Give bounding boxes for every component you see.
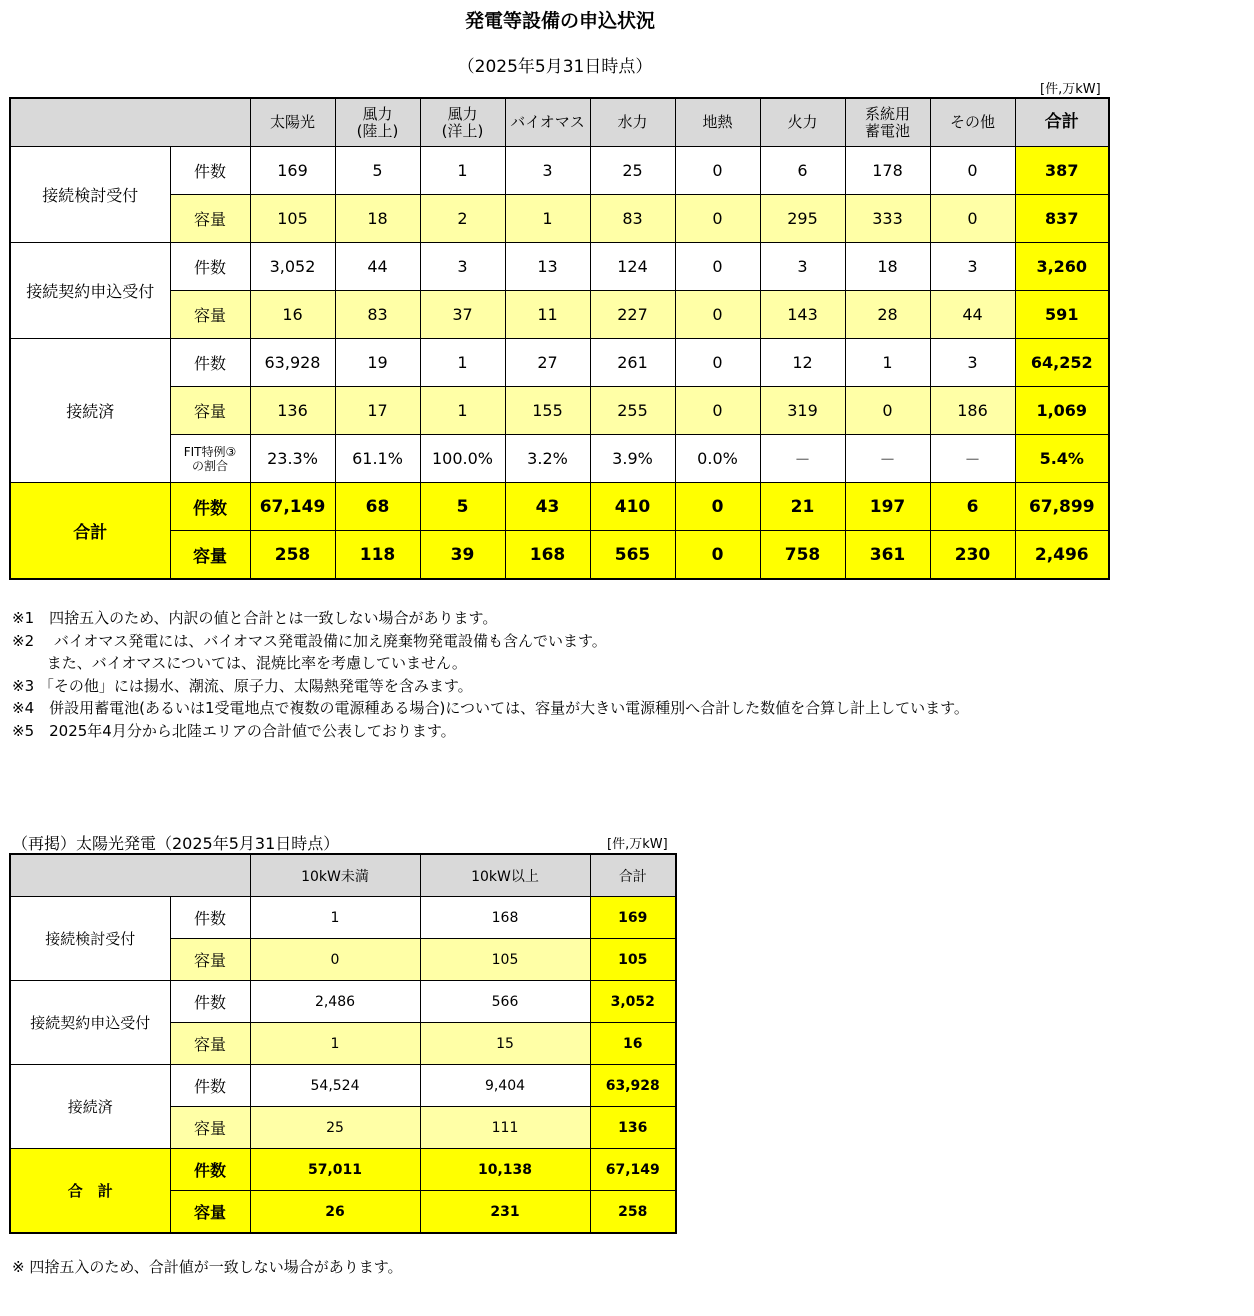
table-cell: 3 (930, 339, 1015, 387)
column-header: その他 (930, 98, 1015, 147)
table-cell: 83 (590, 195, 675, 243)
table-cell: 1 (250, 1023, 420, 1065)
table-cell: 230 (930, 531, 1015, 580)
table-cell: 565 (590, 531, 675, 580)
row-group-label: 接続済 (10, 1065, 170, 1149)
table-cell: 3 (420, 243, 505, 291)
table-cell: 387 (1015, 147, 1109, 195)
table-row (10, 1065, 676, 1107)
header-blank (10, 854, 250, 897)
column-header: バイオマス (505, 98, 590, 147)
solar-table-caption: （再掲）太陽光発電（2025年5月31日時点） (12, 834, 340, 853)
table-row (10, 981, 676, 1023)
table-cell: 1 (250, 897, 420, 939)
row-label: 容量 (170, 291, 250, 339)
table-cell: 63,928 (250, 339, 335, 387)
row-label: 容量 (170, 1191, 250, 1234)
table-row (10, 147, 1109, 195)
table-cell: 0.0% (675, 435, 760, 483)
table-cell: － (760, 435, 845, 483)
table-cell: 124 (590, 243, 675, 291)
row-label: 容量 (170, 195, 250, 243)
note-1: ※1 四捨五入のため、内訳の値と合計とは一致しない場合があります。 (12, 609, 498, 627)
header-row (10, 98, 1109, 147)
table-cell: 295 (760, 195, 845, 243)
table-cell: 2,486 (250, 981, 420, 1023)
table-cell: 261 (590, 339, 675, 387)
notes (12, 607, 969, 742)
column-header: 太陽光 (250, 98, 335, 147)
table-cell: 100.0% (420, 435, 505, 483)
row-label: 容量 (170, 939, 250, 981)
page-title: 発電等設備の申込状況 (464, 10, 655, 32)
table-cell: 16 (590, 1023, 676, 1065)
table-row (10, 531, 1109, 580)
table-cell: 168 (505, 531, 590, 580)
table-cell: 15 (420, 1023, 590, 1065)
table-cell: 83 (335, 291, 420, 339)
table-cell: 5.4% (1015, 435, 1109, 483)
table-cell: 3,260 (1015, 243, 1109, 291)
table-cell: 0 (675, 483, 760, 531)
table-cell: 837 (1015, 195, 1109, 243)
table-cell: 0 (675, 243, 760, 291)
table-cell: 231 (420, 1191, 590, 1234)
table-cell: 178 (845, 147, 930, 195)
header-blank (10, 98, 250, 147)
table-cell: 17 (335, 387, 420, 435)
table-cell: 12 (760, 339, 845, 387)
table-cell: 43 (505, 483, 590, 531)
note-4: ※4 併設用蓄電池(あるいは1受電地点で複数の電源種ある場合)については、容量が大きい電源種別へ合計した数値を合算し計上しています。 (12, 699, 969, 717)
table-cell: 2,496 (1015, 531, 1109, 580)
table-cell: 591 (1015, 291, 1109, 339)
table-cell: 25 (250, 1107, 420, 1149)
table-cell: 319 (760, 387, 845, 435)
table-cell: － (845, 435, 930, 483)
table-cell: 2 (420, 195, 505, 243)
solar-unit-label: [件,万kW] (607, 837, 668, 852)
table-row (10, 1149, 676, 1191)
table-cell: 0 (675, 147, 760, 195)
table-cell: 258 (250, 531, 335, 580)
table-cell: 3 (505, 147, 590, 195)
table-cell: 3.9% (590, 435, 675, 483)
note-2: ※2 バイオマス発電には、バイオマス発電設備に加え廃棄物発電設備も含んでいます。 (12, 631, 607, 650)
table-cell: 18 (845, 243, 930, 291)
solar-status-table (9, 853, 677, 1234)
row-group-label: 接続契約申込受付 (10, 243, 170, 339)
table-cell: 61.1% (335, 435, 420, 483)
table-cell: 23.3% (250, 435, 335, 483)
table-cell: 67,149 (590, 1149, 676, 1191)
table-cell: 5 (420, 483, 505, 531)
row-label: 件数 (170, 483, 250, 531)
column-header: 風力 (陸上) (335, 98, 420, 147)
table-cell: 105 (420, 939, 590, 981)
table-cell: 0 (930, 195, 1015, 243)
table-cell: 3,052 (590, 981, 676, 1023)
table-cell: 6 (930, 483, 1015, 531)
column-header: 合計 (590, 854, 676, 897)
solar-note: ※ 四捨五入のため、合計値が一致しない場合があります。 (12, 1258, 403, 1276)
row-group-label: 接続済 (10, 339, 170, 483)
row-label: 件数 (170, 897, 250, 939)
column-header: 火力 (760, 98, 845, 147)
table-cell: 25 (590, 147, 675, 195)
table-cell: 0 (675, 195, 760, 243)
column-header: 10kW未満 (250, 854, 420, 897)
table-cell: 566 (420, 981, 590, 1023)
table-cell: 11 (505, 291, 590, 339)
table-cell: 1 (420, 147, 505, 195)
table-cell: 3,052 (250, 243, 335, 291)
table-row (10, 339, 1109, 387)
column-header: 10kW以上 (420, 854, 590, 897)
table-cell: 197 (845, 483, 930, 531)
column-header: 系統用 蓄電池 (845, 98, 930, 147)
table-cell: 5 (335, 147, 420, 195)
table-cell: 67,899 (1015, 483, 1109, 531)
table-cell: 186 (930, 387, 1015, 435)
table-cell: 28 (845, 291, 930, 339)
note-2-cont: また、バイオマスについては、混焼比率を考慮していません。 (12, 654, 467, 672)
note-5: ※5 2025年4月分から北陸エリアの合計値で公表しております。 (12, 721, 456, 740)
table-cell: 10,138 (420, 1149, 590, 1191)
table-cell: 27 (505, 339, 590, 387)
column-header: 地熱 (675, 98, 760, 147)
table-cell: 6 (760, 147, 845, 195)
table-cell: 105 (590, 939, 676, 981)
row-label: 容量 (170, 1107, 250, 1149)
row-label: 件数 (170, 243, 250, 291)
table-cell: 37 (420, 291, 505, 339)
table-row (10, 291, 1109, 339)
row-label: 件数 (170, 1065, 250, 1107)
column-header: 合計 (1015, 98, 1109, 147)
row-label: 容量 (170, 1023, 250, 1065)
table-cell: 67,149 (250, 483, 335, 531)
table-cell: 1,069 (1015, 387, 1109, 435)
row-label: 容量 (170, 387, 250, 435)
table-cell: 54,524 (250, 1065, 420, 1107)
row-label: FIT特例③ の割合 (170, 435, 250, 483)
table-cell: 118 (335, 531, 420, 580)
table-cell: 19 (335, 339, 420, 387)
table-row (10, 435, 1109, 483)
table-cell: 0 (675, 291, 760, 339)
table-cell: 111 (420, 1107, 590, 1149)
table-cell: 64,252 (1015, 339, 1109, 387)
table-cell: 1 (845, 339, 930, 387)
row-label: 件数 (170, 339, 250, 387)
table-cell: 9,404 (420, 1065, 590, 1107)
table-cell: 68 (335, 483, 420, 531)
row-label: 件数 (170, 981, 250, 1023)
table-row (10, 483, 1109, 531)
table-cell: 63,928 (590, 1065, 676, 1107)
table-cell: 105 (250, 195, 335, 243)
row-group-label: 接続検討受付 (10, 147, 170, 243)
table-cell: 1 (420, 387, 505, 435)
table-cell: 155 (505, 387, 590, 435)
table-cell: 44 (930, 291, 1015, 339)
table-cell: 758 (760, 531, 845, 580)
table-cell: 0 (845, 387, 930, 435)
table-row (10, 897, 676, 939)
row-group-label: 合 計 (10, 1149, 170, 1234)
table-cell: 26 (250, 1191, 420, 1234)
table-cell: 0 (675, 387, 760, 435)
table-cell: 168 (420, 897, 590, 939)
row-label: 容量 (170, 531, 250, 580)
application-status-table (9, 97, 1110, 580)
table-cell: 16 (250, 291, 335, 339)
table-cell: 258 (590, 1191, 676, 1234)
table-cell: 3 (930, 243, 1015, 291)
table-cell: 169 (250, 147, 335, 195)
table-row (10, 387, 1109, 435)
table-cell: 39 (420, 531, 505, 580)
table-cell: 0 (930, 147, 1015, 195)
row-group-label: 接続検討受付 (10, 897, 170, 981)
table-cell: 44 (335, 243, 420, 291)
table-cell: 410 (590, 483, 675, 531)
table-cell: 13 (505, 243, 590, 291)
table-cell: 361 (845, 531, 930, 580)
as-of-date: （2025年5月31日時点） (457, 57, 653, 77)
table-cell: 1 (505, 195, 590, 243)
table-cell: 0 (675, 531, 760, 580)
note-3: ※3 「その他」には揚水、潮流、原子力、太陽熱発電等を含みます。 (12, 676, 473, 695)
table-cell: 255 (590, 387, 675, 435)
row-label: 件数 (170, 1149, 250, 1191)
table-cell: 1 (420, 339, 505, 387)
column-header: 風力 (洋上) (420, 98, 505, 147)
row-group-label: 合計 (10, 483, 170, 580)
column-header: 水力 (590, 98, 675, 147)
table-cell: 333 (845, 195, 930, 243)
table-row (10, 195, 1109, 243)
table-cell: 57,011 (250, 1149, 420, 1191)
table-cell: 3 (760, 243, 845, 291)
table-cell: 136 (250, 387, 335, 435)
table-cell: 3.2% (505, 435, 590, 483)
table-cell: 21 (760, 483, 845, 531)
unit-label: [件,万kW] (1040, 82, 1101, 97)
table-cell: 18 (335, 195, 420, 243)
table-cell: 227 (590, 291, 675, 339)
table-cell: 136 (590, 1107, 676, 1149)
table-cell: 0 (675, 339, 760, 387)
table-cell: － (930, 435, 1015, 483)
table-cell: 169 (590, 897, 676, 939)
row-group-label: 接続契約申込受付 (10, 981, 170, 1065)
table-cell: 143 (760, 291, 845, 339)
row-label: 件数 (170, 147, 250, 195)
header-row (10, 854, 676, 897)
table-row (10, 243, 1109, 291)
table-cell: 0 (250, 939, 420, 981)
